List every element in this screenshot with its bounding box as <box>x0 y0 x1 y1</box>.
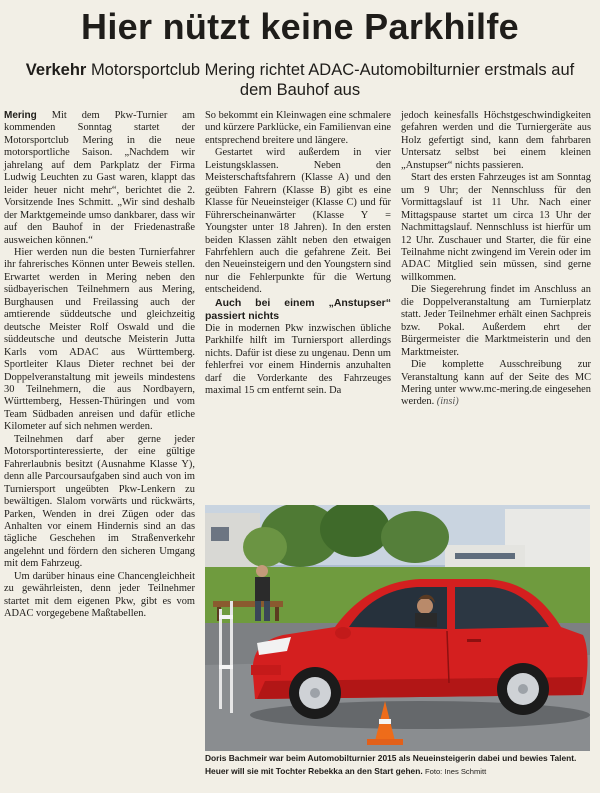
article-column-1 <box>4 110 195 793</box>
author-signature: (insi) <box>436 396 459 408</box>
paragraph-text: Mit dem Pkw-Turnier am kommenden Sonntag startet der Motorsportclub Mering in die neue motorsportliche Saison. „Nachdem wir jahrelang auf dem Parkplatz der Firma Ludwig Leuchten zu Gast waren, klappt das leider heuer nicht mehr“, berichtet die 2. Vorsitzende Ines Schmitt. „Wir sind deshalb der Marktgemeinde umso dankbarer, dass wir auf den Bauhof in der Friedenastraße ausweichen können.“ <box>4 110 195 246</box>
paragraph: Um darüber hinaus eine Chancengleichheit zu gewährleisten, denn jeder Teilnehmer startet mit dem eigenen Pkw, gibt es vom ADAC vorgegebene Maßtabellen. <box>4 570 195 620</box>
paragraph: Gestartet wird außerdem in vier Leistungsklassen. Neben den Meisterschaftsfahrern (Klasse A) und den geübten Fahrern (Klasse B) gibt es eine Klasse für Neueinsteiger (Klasse C) und für Führerscheinanwärter (Klasse Y = Youngster unter 18 Jahren). In den ersten beiden Klassen zählt neben den etwaigen Fahrfehlern auch die gefahrene Zeit. Bei den Neueinsteigern und den Youngstern sind nur die Fehlerpunkte für die Wertung entscheidend. <box>205 147 391 296</box>
article-column-2 <box>205 110 391 490</box>
paragraph: Teilnehmen darf aber gerne jeder Motorsportinteressierte, der eine gültige Fahrerlaubnis besitzt (Ausnahme Klasse Y), denn alle Parcoursaufgaben sind auch von im Turniersport ungeübten Pkw-Lenkern zu bewältigen. Slalom vorwärts und rückwärts, Parken, Wenden in drei Zügen oder das Anhalten vor einem Hindernis sind an das tägliche Geschehen im Straßenverkehr angelehnt und fördern den sicheren Umgang mit dem Fahrzeug. <box>4 433 195 570</box>
paragraph: jedoch keinesfalls Höchstgeschwindigkeiten gefahren werden und die Turniergeräte aus Holz gefertigt sind, kann dem fahrbaren Untersatz selbst bei einem kleinen „Anstupser“ nichts passieren. <box>401 110 591 171</box>
paragraph-text: Die komplette Ausschreibung zur Veranstaltung kann auf der Seite des MC Mering unter www.mc-mering.de eingesehen werden. <box>401 359 591 408</box>
paragraph: Die in modernen Pkw inzwischen übliche Parkhilfe hilft im Turniersport allerdings nichts. Dafür ist diese zu ungenau. Denn um fehlerfrei vor einem Hindernis anzuhalten darf die Vorderkante des Fahrzeuges maximal 15 cm entfernt sein. Da <box>205 322 391 397</box>
paragraph: So bekommt ein Kleinwagen eine schmalere und kürzere Parklücke, ein Familienvan eine entsprechend breitere und längere. <box>205 110 391 146</box>
paragraph <box>4 110 195 247</box>
dateline: Mering <box>4 110 37 121</box>
photo-credit: Foto: Ines Schmitt <box>424 766 487 776</box>
photo-caption <box>205 752 590 778</box>
subheadline <box>20 60 580 100</box>
paragraph: Hier werden nun die besten Turnierfahrer ihr fahrerisches Können unter Beweis stellen. Erwartet werden in Mering neben den südbayerischen Teilnehmern aus Mering, Burghausen und Freilassing auch der amtierende süddeutsche und gleichzeitig deutsche Meister Rolf Oswald und die süddeutsche und deutsche Meisterin Jutta Karls vom ADAC aus Württemberg. Sportleiter Klaus Dieter rechnet bei der Doppelveranstaltung mit jeweils mindestens 30 Teilnehmern, die aus Nordbayern, Württemberg, Hessen-Thüringen und vom Team Südbaden anreisen und dafür etliche Kilometer auf sich nehmen werden. <box>4 246 195 433</box>
caption-text: Doris Bachmeir war beim Automobilturnier 2015 als Neueinsteigerin dabei und bewies Talent. Heuer will sie mit Tochter Rebekka an den Start gehen. <box>205 753 577 776</box>
headline: Hier nützt keine Parkhilfe <box>81 6 519 47</box>
article-column-3 <box>401 110 591 490</box>
subhead-kicker: Verkehr <box>25 61 87 79</box>
paragraph <box>401 359 591 409</box>
paragraph: Die Siegerehrung findet im Anschluss an die Doppelveranstaltung am Turnierplatz statt. Jeder Teilnehmer erhält einen Sachpreis bzw. Pokal. Außerdem ehrt der Bürgermeister die Marktmeisterin und den Marktmeister. <box>401 284 591 358</box>
car-photo-illustration <box>205 505 590 751</box>
article-photo <box>205 505 590 751</box>
subhead-text: Motorsportclub Mering richtet ADAC-Automobilturnier erstmals auf dem Bauhof aus <box>90 61 575 99</box>
paragraph: Start des ersten Fahrzeuges ist am Sonntag um 9 Uhr; der Nennschluss für den Vormittagslauf ist 11 Uhr. Nach einer Mittagspause startet um circa 13 Uhr der Nachmittagslauf. Nennschluss ist hierfür um 12 Uhr. Zuschauer und Starter, die für eine Teilnahme nicht zwingend im Verein oder im ADAC Mitglied sein müssen, sind gerne willkommen. <box>401 172 591 283</box>
intertitle: Auch bei einem „Anstupser“ passiert nichts <box>205 296 391 322</box>
